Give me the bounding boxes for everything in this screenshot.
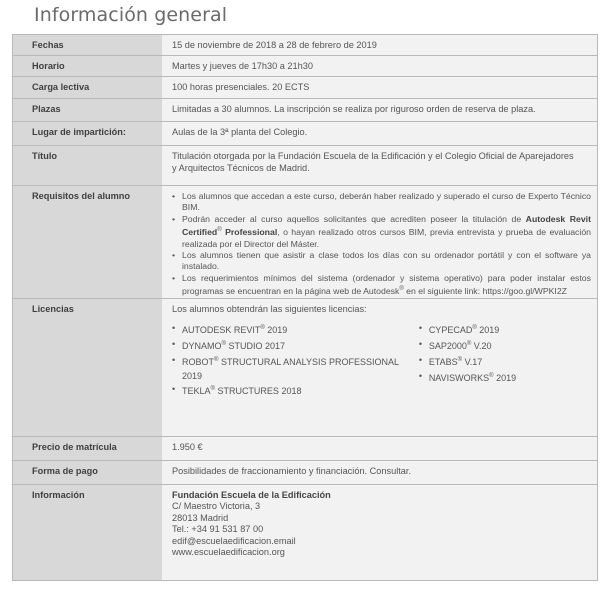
org-name-text: Fundación Escuela de la Edificación [172, 489, 331, 500]
license-version: STRUCTURES 2018 [214, 386, 302, 397]
label-horario: Horario [13, 56, 163, 77]
value-precio: 1.950 € [162, 436, 598, 460]
phone: Tel.: +34 91 531 87 00 [172, 524, 264, 535]
row-horario [13, 56, 598, 77]
requisito-text: Los requerimientos mínimos del sistema (ordenador y sistema operativo) para poder instalar estos programas se encuentran en la página web de Autodesk [182, 272, 591, 297]
registered-mark: ® [472, 325, 477, 332]
requisito-item [172, 214, 591, 250]
registered-mark: ® [221, 340, 226, 347]
license-name: ETABS [428, 356, 458, 367]
row-fechas [13, 35, 598, 56]
license-item [172, 383, 419, 399]
license-version: 2019 [476, 325, 500, 336]
row-licencias [13, 298, 598, 436]
info-table [12, 34, 598, 581]
license-item [172, 354, 419, 384]
value-plazas: Limitadas a 30 alumnos. La inscripción se realiza por riguroso orden de reserva de plaza. [162, 99, 598, 122]
value-horario: Martes y jueves de 17h30 a 21h30 [162, 56, 598, 77]
registered-mark: ® [210, 386, 215, 393]
value-lugar: Aulas de la 3ª planta del Colegio. [162, 122, 598, 146]
license-name: AUTODESK REVIT [182, 325, 261, 336]
license-name: ROBOT [182, 356, 215, 367]
license-version: 2019 [493, 372, 517, 383]
license-item [419, 338, 591, 354]
requisitos-list [172, 191, 591, 298]
licencias-right-column [419, 322, 591, 399]
row-plazas [13, 99, 598, 122]
registered-mark: ® [217, 227, 222, 234]
label-forma-pago: Forma de pago [13, 460, 163, 484]
titulo-line-2: y Arquitectos Técnicos de Madrid. [172, 162, 310, 173]
value-carga: 100 horas presenciales. 20 ECTS [162, 77, 598, 99]
row-requisitos [13, 186, 598, 299]
license-name: SAP2000 [428, 340, 467, 351]
row-titulo [13, 146, 598, 186]
requisito-item [172, 250, 591, 273]
value-fechas: 15 de noviembre de 2018 a 28 de febrero de 2019 [162, 35, 598, 56]
label-carga: Carga lectiva [13, 77, 163, 99]
license-name: NAVISWORKS [428, 372, 490, 383]
website-link[interactable]: www.escuelaedificacion.org [172, 547, 285, 558]
label-precio: Precio de matrícula [13, 436, 163, 460]
email-link[interactable]: edif@escuelaedificacion.email [172, 535, 296, 546]
requisito-text: Los alumnos tienen que asistir a clase todos los días con su ordenador portátil y con el software ya instalado. [182, 250, 591, 272]
requisito-text: , o hayan realizado otros cursos BIM, previa entrevista y prueba de evaluación realizada por el Director del Máster. [182, 227, 591, 249]
licencias-left-column [172, 322, 419, 399]
row-informacion [13, 484, 598, 580]
requisito-text: Podrán acceder al curso aquellos solicitantes que acrediten poseer la titulación de [182, 213, 526, 224]
certification-level: Professional [225, 227, 278, 238]
row-forma-pago [13, 460, 598, 484]
licencias-columns [172, 322, 591, 399]
license-name: DYNAMO [182, 340, 222, 351]
postal-line: 28013 Madrid [172, 512, 229, 523]
registered-mark: ® [466, 340, 472, 347]
requisito-item [172, 273, 591, 298]
certification-name: Autodesk Revit Certified [182, 213, 591, 238]
registered-mark: ® [457, 356, 463, 363]
value-licencias [162, 298, 598, 436]
section-title: Información general [34, 4, 228, 26]
license-item [172, 322, 419, 338]
org-name [172, 490, 591, 502]
label-informacion: Información [13, 484, 163, 580]
license-version: STRUCTURAL ANALYSIS PROFESSIONAL 2019 [182, 356, 399, 381]
requisito-text: en el siguiente link: https://goo.gl/WPKI2Z [403, 286, 567, 297]
license-name: TEKLA [182, 386, 211, 397]
row-carga [13, 77, 598, 99]
license-item [172, 338, 419, 354]
label-licencias: Licencias [13, 298, 163, 436]
license-item [419, 322, 591, 338]
value-forma-pago: Posibilidades de fraccionamiento y financiación. Consultar. [162, 460, 598, 484]
label-fechas: Fechas [13, 35, 163, 56]
license-version: V.17 [462, 356, 483, 367]
license-item [419, 370, 591, 386]
row-precio [13, 436, 598, 460]
requisito-item [172, 191, 591, 214]
registered-mark: ® [399, 286, 404, 293]
value-titulo [162, 146, 598, 186]
license-name: CYPECAD [428, 325, 473, 336]
label-plazas: Plazas [13, 99, 163, 122]
label-lugar: Lugar de impartición: [13, 122, 163, 146]
label-requisitos: Requisitos del alumno [13, 186, 163, 299]
value-requisitos [162, 186, 598, 299]
label-titulo: Título [13, 146, 163, 186]
registered-mark: ® [214, 356, 219, 363]
license-version: V.20 [471, 340, 492, 351]
registered-mark: ® [489, 372, 494, 379]
registered-mark: ® [260, 325, 265, 332]
address-line: C/ Maestro Victoria, 3 [172, 501, 261, 512]
value-informacion [162, 484, 598, 580]
license-item [419, 354, 591, 370]
titulo-line-1: Titulación otorgada por la Fundación Escuela de la Edificación y el Colegio Oficial de Aparejadores [172, 151, 574, 161]
requisito-text: Los alumnos que accedan a este curso, deberán haber realizado y superado el curso de Experto Técnico BIM. [182, 191, 591, 213]
license-version: STUDIO 2017 [225, 340, 285, 351]
license-version: 2019 [264, 325, 288, 336]
row-lugar [13, 122, 598, 146]
licencias-intro: Los alumnos obtendrán las siguientes licencias: [172, 303, 367, 314]
